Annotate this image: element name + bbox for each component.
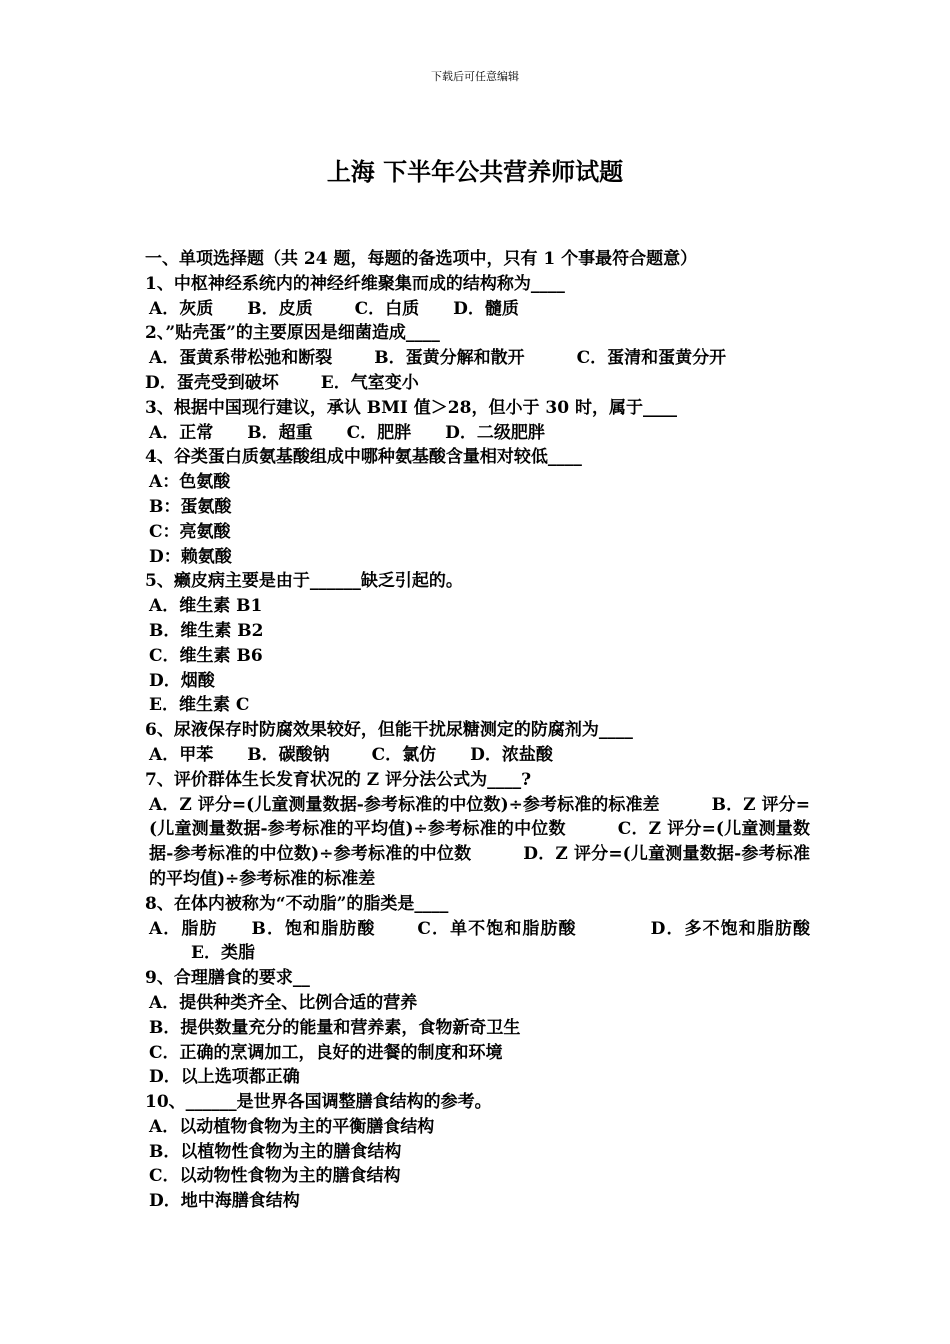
- option: E．气室变小: [320, 372, 419, 393]
- question-5: 5、癞皮病主要是由于______缺乏引起的。: [145, 571, 463, 592]
- option: C．肥胖: [346, 422, 412, 443]
- question-6: 6、尿液保存时防腐效果较好，但能干扰尿糖测定的防腐剂为____: [145, 720, 633, 741]
- option: B．Z 评分=(儿童测量数据-参考标准的平均值)÷参考标准的中位数: [149, 794, 810, 840]
- options-7: [145, 793, 810, 892]
- question-8: 8、在体内被称为“不动脂”的脂类是____: [145, 893, 449, 914]
- option-10d: D．地中海膳食结构: [149, 1191, 300, 1212]
- option: A．甲苯: [149, 744, 214, 765]
- option: B．饱和脂肪酸: [251, 918, 376, 939]
- page-title: 上海 下半年公共营养师试题: [326, 157, 624, 186]
- option-10c: C．以动物性食物为主的膳食结构: [149, 1166, 401, 1187]
- option: B．皮质: [247, 298, 313, 319]
- options-1: [145, 297, 810, 322]
- question-7: 7、评价群体生长发育状况的 Z 评分法公式为____?: [145, 769, 532, 790]
- option: E．类脂: [191, 943, 255, 964]
- options-3: [145, 421, 810, 446]
- question-1: 1、中枢神经系统内的神经纤维聚集而成的结构称为____: [145, 273, 565, 294]
- header-note: 下载后可任意编辑: [431, 70, 519, 83]
- option: A．脂肪: [149, 918, 218, 939]
- question-2: 2、”贴壳蛋”的主要原因是细菌造成____: [145, 323, 440, 344]
- option-5a: A．维生素 B1: [149, 596, 263, 617]
- question-9: 9、合理膳食的要求__: [145, 968, 310, 989]
- option: C．蛋清和蛋黄分开: [576, 348, 727, 369]
- options-2b: [145, 371, 810, 396]
- option: C．Z 评分=(儿童测量数据-参考标准的中位数)÷参考标准的中位数: [149, 819, 810, 865]
- question-3: 3、根据中国现行建议，承认 BMI 值＞28，但小于 30 时，属于____: [145, 397, 677, 418]
- option-9c: C．正确的烹调加工，良好的进餐的制度和环境: [149, 1042, 503, 1063]
- option: B．碳酸钠: [247, 744, 330, 765]
- options-6: [145, 743, 810, 768]
- option-10b: B．以植物性食物为主的膳食结构: [149, 1141, 402, 1162]
- option: A．正常: [149, 422, 214, 443]
- option-4d: D：赖氨酸: [149, 546, 232, 567]
- option-9b: B．提供数量充分的能量和营养素，食物新奇卫生: [149, 1017, 521, 1038]
- option-5c: C．维生素 B6: [149, 645, 263, 666]
- option: D．多不饱和脂肪酸: [650, 918, 810, 939]
- option-5e: E．维生素 C: [149, 695, 250, 716]
- option: A．灰质: [149, 298, 214, 319]
- option: A．Z 评分=(儿童测量数据-参考标准的中位数)÷参考标准的标准差: [149, 794, 660, 815]
- option: A．蛋黄系带松弛和断裂: [149, 348, 333, 369]
- option: D．浓盐酸: [470, 744, 553, 765]
- option-10a: A．以动植物食物为主的平衡膳食结构: [149, 1116, 435, 1137]
- option-9a: A．提供种类齐全、比例合适的营养: [149, 992, 418, 1013]
- question-content: [145, 247, 810, 1214]
- option: C．单不饱和脂肪酸: [417, 918, 577, 939]
- option: C．氯仿: [371, 744, 437, 765]
- option: D．蛋壳受到破坏: [145, 372, 279, 393]
- option-4a: A：色氨酸: [149, 472, 231, 493]
- option-5b: B．维生素 B2: [149, 620, 264, 641]
- options-8: [145, 917, 810, 967]
- option: D．二级肥胖: [445, 422, 545, 443]
- option-9d: D．以上选项都正确: [149, 1067, 300, 1088]
- option: C．白质: [354, 298, 420, 319]
- options-2a: [145, 346, 810, 371]
- option: B．蛋黄分解和散开: [374, 348, 525, 369]
- option-4b: B：蛋氨酸: [149, 496, 232, 517]
- option: D．Z 评分=(儿童测量数据-参考标准的平均值)÷参考标准的标准差: [149, 844, 810, 889]
- option-4c: C：亮氨酸: [149, 521, 231, 542]
- question-10: 10、______是世界各国调整膳食结构的参考。: [145, 1092, 492, 1113]
- option: B．超重: [247, 422, 313, 443]
- section-heading: 一、单项选择题（共 24 题，每题的备选项中，只有 1 个事最符合题意）: [145, 249, 698, 269]
- option: D．髓质: [453, 298, 519, 319]
- question-4: 4、谷类蛋白质氨基酸组成中哪种氨基酸含量相对较低____: [145, 447, 582, 468]
- option-5d: D．烟酸: [149, 670, 215, 691]
